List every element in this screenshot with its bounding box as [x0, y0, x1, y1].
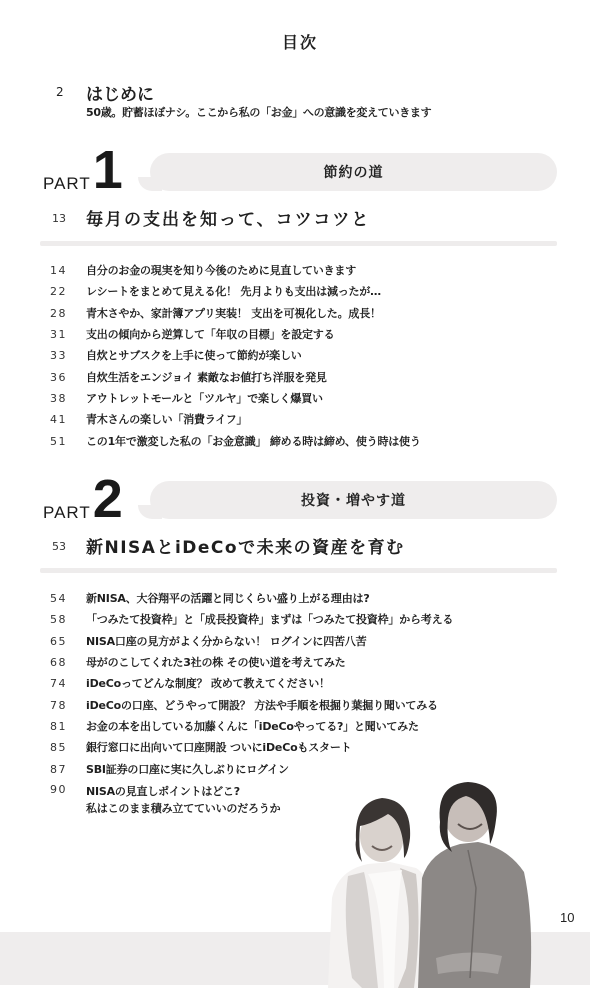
entry-title: この1年で激変した私の「お金意識」 締める時は締め、使う時は使う [86, 434, 421, 448]
part-1-theme-banner [150, 153, 557, 191]
toc-entry[interactable] [50, 716, 510, 737]
entry-page-number: 31 [50, 328, 67, 342]
entry-title: 「つみたて投資枠」と「成長投資枠」まずは「つみたて投資枠」から考える [86, 613, 454, 627]
entry-page-number: 58 [50, 613, 67, 627]
entry-page-number: 36 [50, 370, 67, 384]
entry-title: レシートをまとめて見える化！ 先月よりも支出は減ったが… [86, 285, 381, 299]
entry-title: アウトレットモールと「ツルヤ」で楽しく爆買い [86, 391, 323, 405]
entry-page-number: 85 [50, 741, 67, 755]
page-number: 10 [560, 910, 575, 925]
entry-title: 銀行窓口に出向いて口座開設 ついにiDeCoもスタート [86, 741, 352, 755]
entry-page-number: 87 [50, 762, 67, 776]
entry-page-number: 14 [50, 264, 67, 278]
entry-title-line-2: 私はこのまま積み立てていいのだろうか [86, 801, 281, 815]
toc-entry[interactable] [50, 758, 510, 779]
entry-title: 自分のお金の現実を知り今後のために見直していきます [86, 264, 356, 278]
entry-title: お金の本を出している加藤くんに「iDeCoやってる?」と聞いてみた [86, 719, 419, 733]
chapter-1-title[interactable]: 毎月の支出を知って、コツコツと [86, 210, 371, 230]
intro-page-number: 2 [56, 85, 64, 99]
entry-title: 母がのこしてくれた3社の株 その使い道を考えてみた [86, 656, 346, 670]
person-left [328, 798, 432, 988]
toc-entry[interactable] [50, 694, 510, 715]
toc-entry[interactable] [50, 345, 490, 366]
person-right [418, 782, 531, 988]
toc-entry[interactable] [50, 324, 490, 345]
entry-title: iDeCoの口座、どうやって開設？ 方法や手順を根掘り葉掘り聞いてみる [86, 698, 438, 712]
entry-page-number: 22 [50, 285, 67, 299]
chapter-2-page-number: 53 [52, 540, 66, 553]
entry-page-number: 28 [50, 306, 67, 320]
chapter-1-page-number: 13 [52, 212, 66, 225]
toc-entry[interactable] [50, 737, 510, 758]
toc-entry[interactable] [50, 409, 490, 430]
authors-photo [318, 778, 543, 988]
entry-title-line-1: NISAの見直しポイントはどこ? [86, 784, 240, 798]
part-number: 1 [92, 140, 123, 200]
intro-title[interactable]: はじめに [86, 85, 154, 105]
part-2-heading [43, 469, 123, 529]
toc-entry[interactable] [50, 609, 510, 630]
entry-page-number: 90 [50, 782, 67, 796]
entry-page-number: 81 [50, 719, 67, 733]
toc-entry[interactable] [50, 281, 490, 302]
entry-title: 青木さやか、家計簿アプリ実装！ 支出を可視化した。成長！ [86, 306, 381, 320]
entry-page-number: 65 [50, 634, 67, 648]
entry-title: iDeCoってどんな制度？ 改めて教えてください！ [86, 677, 330, 691]
entry-title: SBI証券の口座に実に久しぶりにログイン [86, 762, 289, 776]
entry-title: 新NISA、大谷翔平の活躍と同じくらい盛り上がる理由は? [86, 592, 370, 606]
toc-entry[interactable] [50, 588, 510, 609]
toc-entry[interactable] [50, 366, 490, 387]
entry-page-number: 68 [50, 656, 67, 670]
part-1-theme: 節約の道 [323, 165, 384, 181]
intro-subtitle: 50歳。貯蓄ほぼナシ。ここから私の「お金」への意識を変えていきます [86, 106, 432, 119]
part-1-heading [43, 140, 123, 200]
part-label: PART [43, 503, 91, 522]
entry-title: 自炊とサブスクを上手に使って節約が楽しい [86, 349, 302, 363]
toc-entry[interactable] [50, 260, 490, 281]
entry-page-number: 51 [50, 434, 67, 448]
part-2-theme: 投資・増やす道 [301, 493, 406, 509]
entry-page-number: 74 [50, 677, 67, 691]
entry-title: 支出の傾向から逆算して「年収の目標」を設定する [86, 328, 335, 342]
part-1-entry-list [50, 260, 490, 452]
part-label: PART [43, 174, 91, 193]
part-number: 2 [92, 469, 123, 529]
entry-title: 自炊生活をエンジョイ 素敵なお値打ち洋服を発見 [86, 370, 327, 384]
part-2-theme-banner [150, 481, 557, 519]
toc-entry[interactable] [50, 430, 490, 451]
entry-title: NISA口座の見方がよく分からない！ ログインに四苦八苦 [86, 634, 367, 648]
entry-page-number: 41 [50, 413, 67, 427]
entry-page-number: 78 [50, 698, 67, 712]
entry-title: 青木さんの楽しい「消費ライフ」 [86, 413, 248, 427]
toc-entry[interactable] [50, 303, 490, 324]
toc-entry[interactable] [50, 652, 510, 673]
divider [40, 568, 557, 573]
chapter-2-title[interactable]: 新NISAとiDeCoで未来の資産を育む [86, 538, 405, 558]
entry-page-number: 38 [50, 391, 67, 405]
page-title: 目次 [281, 33, 318, 52]
toc-entry[interactable] [50, 631, 510, 652]
toc-entry[interactable] [50, 388, 490, 409]
entry-page-number: 54 [50, 592, 67, 606]
divider [40, 241, 557, 246]
entry-page-number: 33 [50, 349, 67, 363]
toc-entry[interactable] [50, 673, 510, 694]
